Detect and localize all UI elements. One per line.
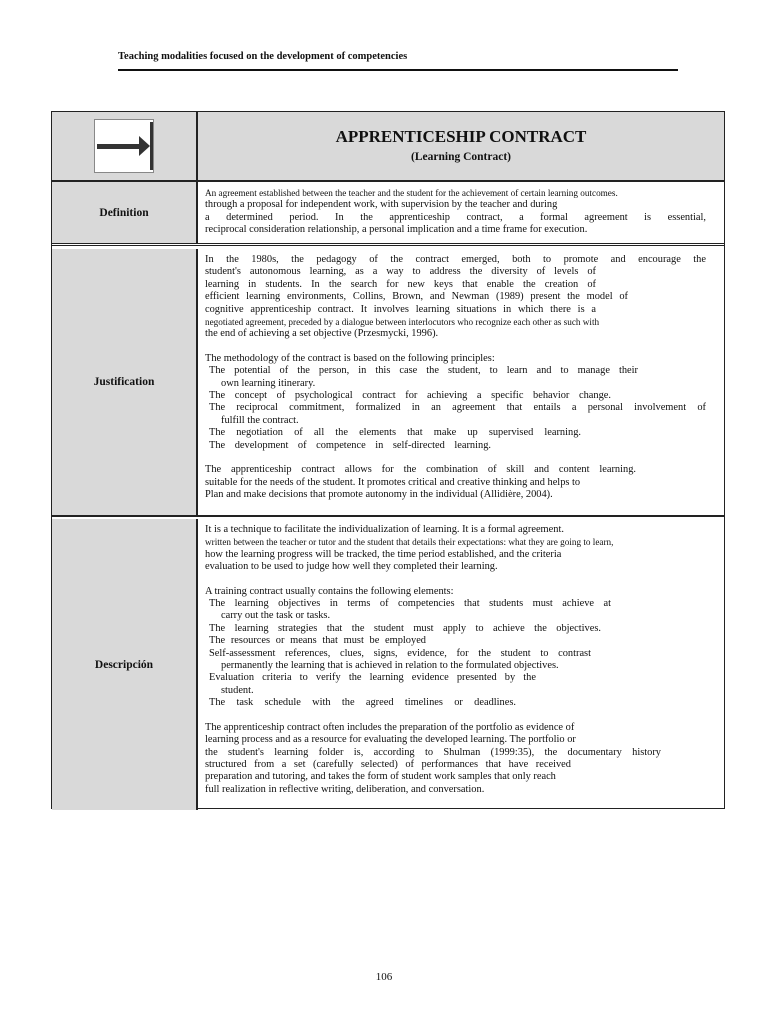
definition-label: Definition	[52, 182, 198, 243]
text-line: full realization in reflective writing, deliberation, and conversation.	[205, 783, 485, 795]
text-line: efficient learning environments, Collins, Brown, and Newman (1989) present the model of	[205, 291, 628, 303]
text-line: A training contract usually contains the following elements:	[205, 585, 454, 597]
justification-row	[52, 249, 724, 517]
text-line: suitable for the needs of the student. It promotes critical and creative thinking and helps to	[205, 476, 581, 488]
list-item: permanently the learning that is achieved in relation to the formulated objectives.	[221, 660, 559, 672]
page-number: 106	[375, 971, 393, 983]
icon-cell	[52, 112, 198, 180]
justification-text	[198, 249, 724, 515]
text-line: written between the teacher or tutor and the student that details their expectations: what they are going to learn,	[205, 537, 614, 548]
text-line: preparation and tutoring, and takes the form of student work samples that only reach	[205, 771, 556, 783]
text-line: It is a technique to facilitate the individualization of learning. It is a formal agreement.	[205, 524, 564, 535]
text-line: negotiated agreement, preceded by a dialogue between interlocutors who recognize each other as such with	[205, 317, 600, 328]
text-line: learning in students. In the search for new keys that enable the creation of	[205, 278, 596, 290]
page-title: APPRENTICESHIP CONTRACT	[335, 127, 587, 146]
definition-row	[52, 182, 724, 246]
text-line: the student's learning folder is, according to Shulman (1999:35), the documentary history	[205, 746, 661, 758]
text-line: learning process and as a resource for evaluating the developed learning. The portfolio or	[205, 734, 576, 746]
list-item: Evaluation criteria to verify the learning evidence presented by the	[209, 672, 536, 684]
description-text	[198, 519, 724, 810]
page-subtitle: (Learning Contract)	[411, 151, 511, 163]
text-line: reciprocal consideration relationship, a personal implication and a time frame for execution.	[205, 224, 588, 236]
text-line: through a proposal for independent work, with supervision by the teacher and during	[205, 199, 558, 211]
title-cell	[198, 112, 724, 180]
text-line: An agreement established between the teacher and the student for the achievement of certain learning outcomes.	[205, 188, 618, 198]
list-item: The resources or means that must be employed	[209, 635, 426, 647]
text-line: The apprenticeship contract often includes the preparation of the portfolio as evidence of	[205, 721, 575, 733]
list-item: The negotiation of all the elements that make up supervised learning.	[209, 427, 581, 439]
list-item: The task schedule with the agreed timelines or deadlines.	[209, 697, 516, 709]
text-line: the end of achieving a set objective (Przesmycki, 1996).	[205, 328, 439, 340]
header-rule	[118, 69, 678, 71]
text-line: cognitive apprenticeship contract. It involves learning situations in which there is a	[205, 303, 596, 315]
text-line: student's autonomous learning, as a way to address the diversity of levels of	[205, 266, 596, 278]
justification-label: Justification	[52, 249, 198, 515]
description-label: Descripción	[52, 519, 198, 810]
list-item: student.	[221, 684, 254, 696]
list-item: carry out the task or tasks.	[221, 610, 331, 622]
text-line: The apprenticeship contract allows for the combination of skill and content learning.	[205, 464, 636, 476]
description-row	[52, 519, 724, 810]
text-line: evaluation to be used to judge how well they completed their learning.	[205, 561, 498, 573]
text-line: how the learning progress will be tracked, the time period established, and the criteria	[205, 548, 562, 560]
list-item: The concept of psychological contract for achieving a specific behavior change.	[209, 390, 611, 402]
text-line: In the 1980s, the pedagogy of the contract emerged, both to promote and encourage the	[205, 254, 706, 265]
text-line: Plan and make decisions that promote autonomy in the individual (Allidière, 2004).	[205, 488, 553, 500]
list-item: The learning strategies that the student must apply to achieve the objectives.	[209, 622, 601, 634]
table-header-row	[52, 112, 724, 182]
list-item: own learning itinerary.	[221, 377, 316, 389]
list-item: Self-assessment references, clues, signs, evidence, for the student to contrast	[209, 647, 591, 659]
text-line: The methodology of the contract is based on the following principles:	[205, 352, 495, 364]
list-item: The potential of the person, in this case the student, to learn and to manage their	[209, 365, 638, 377]
arrow-right-to-bar-icon	[94, 119, 154, 173]
text-line: structured from a set (carefully selected) of performances that have received	[205, 758, 571, 770]
list-item: The learning objectives in terms of competencies that students must achieve at	[209, 598, 611, 610]
list-item: fulfill the contract.	[221, 414, 299, 426]
running-head: Teaching modalities focused on the development of competencies	[118, 51, 408, 62]
list-item: The reciprocal commitment, formalized in an agreement that entails a personal involvement of	[209, 402, 706, 414]
list-item: The development of competence in self-directed learning.	[209, 439, 491, 451]
contract-table	[51, 111, 725, 809]
definition-text	[198, 182, 724, 243]
text-line: a determined period. In the apprenticeship contract, a formal agreement is essential,	[205, 211, 706, 223]
